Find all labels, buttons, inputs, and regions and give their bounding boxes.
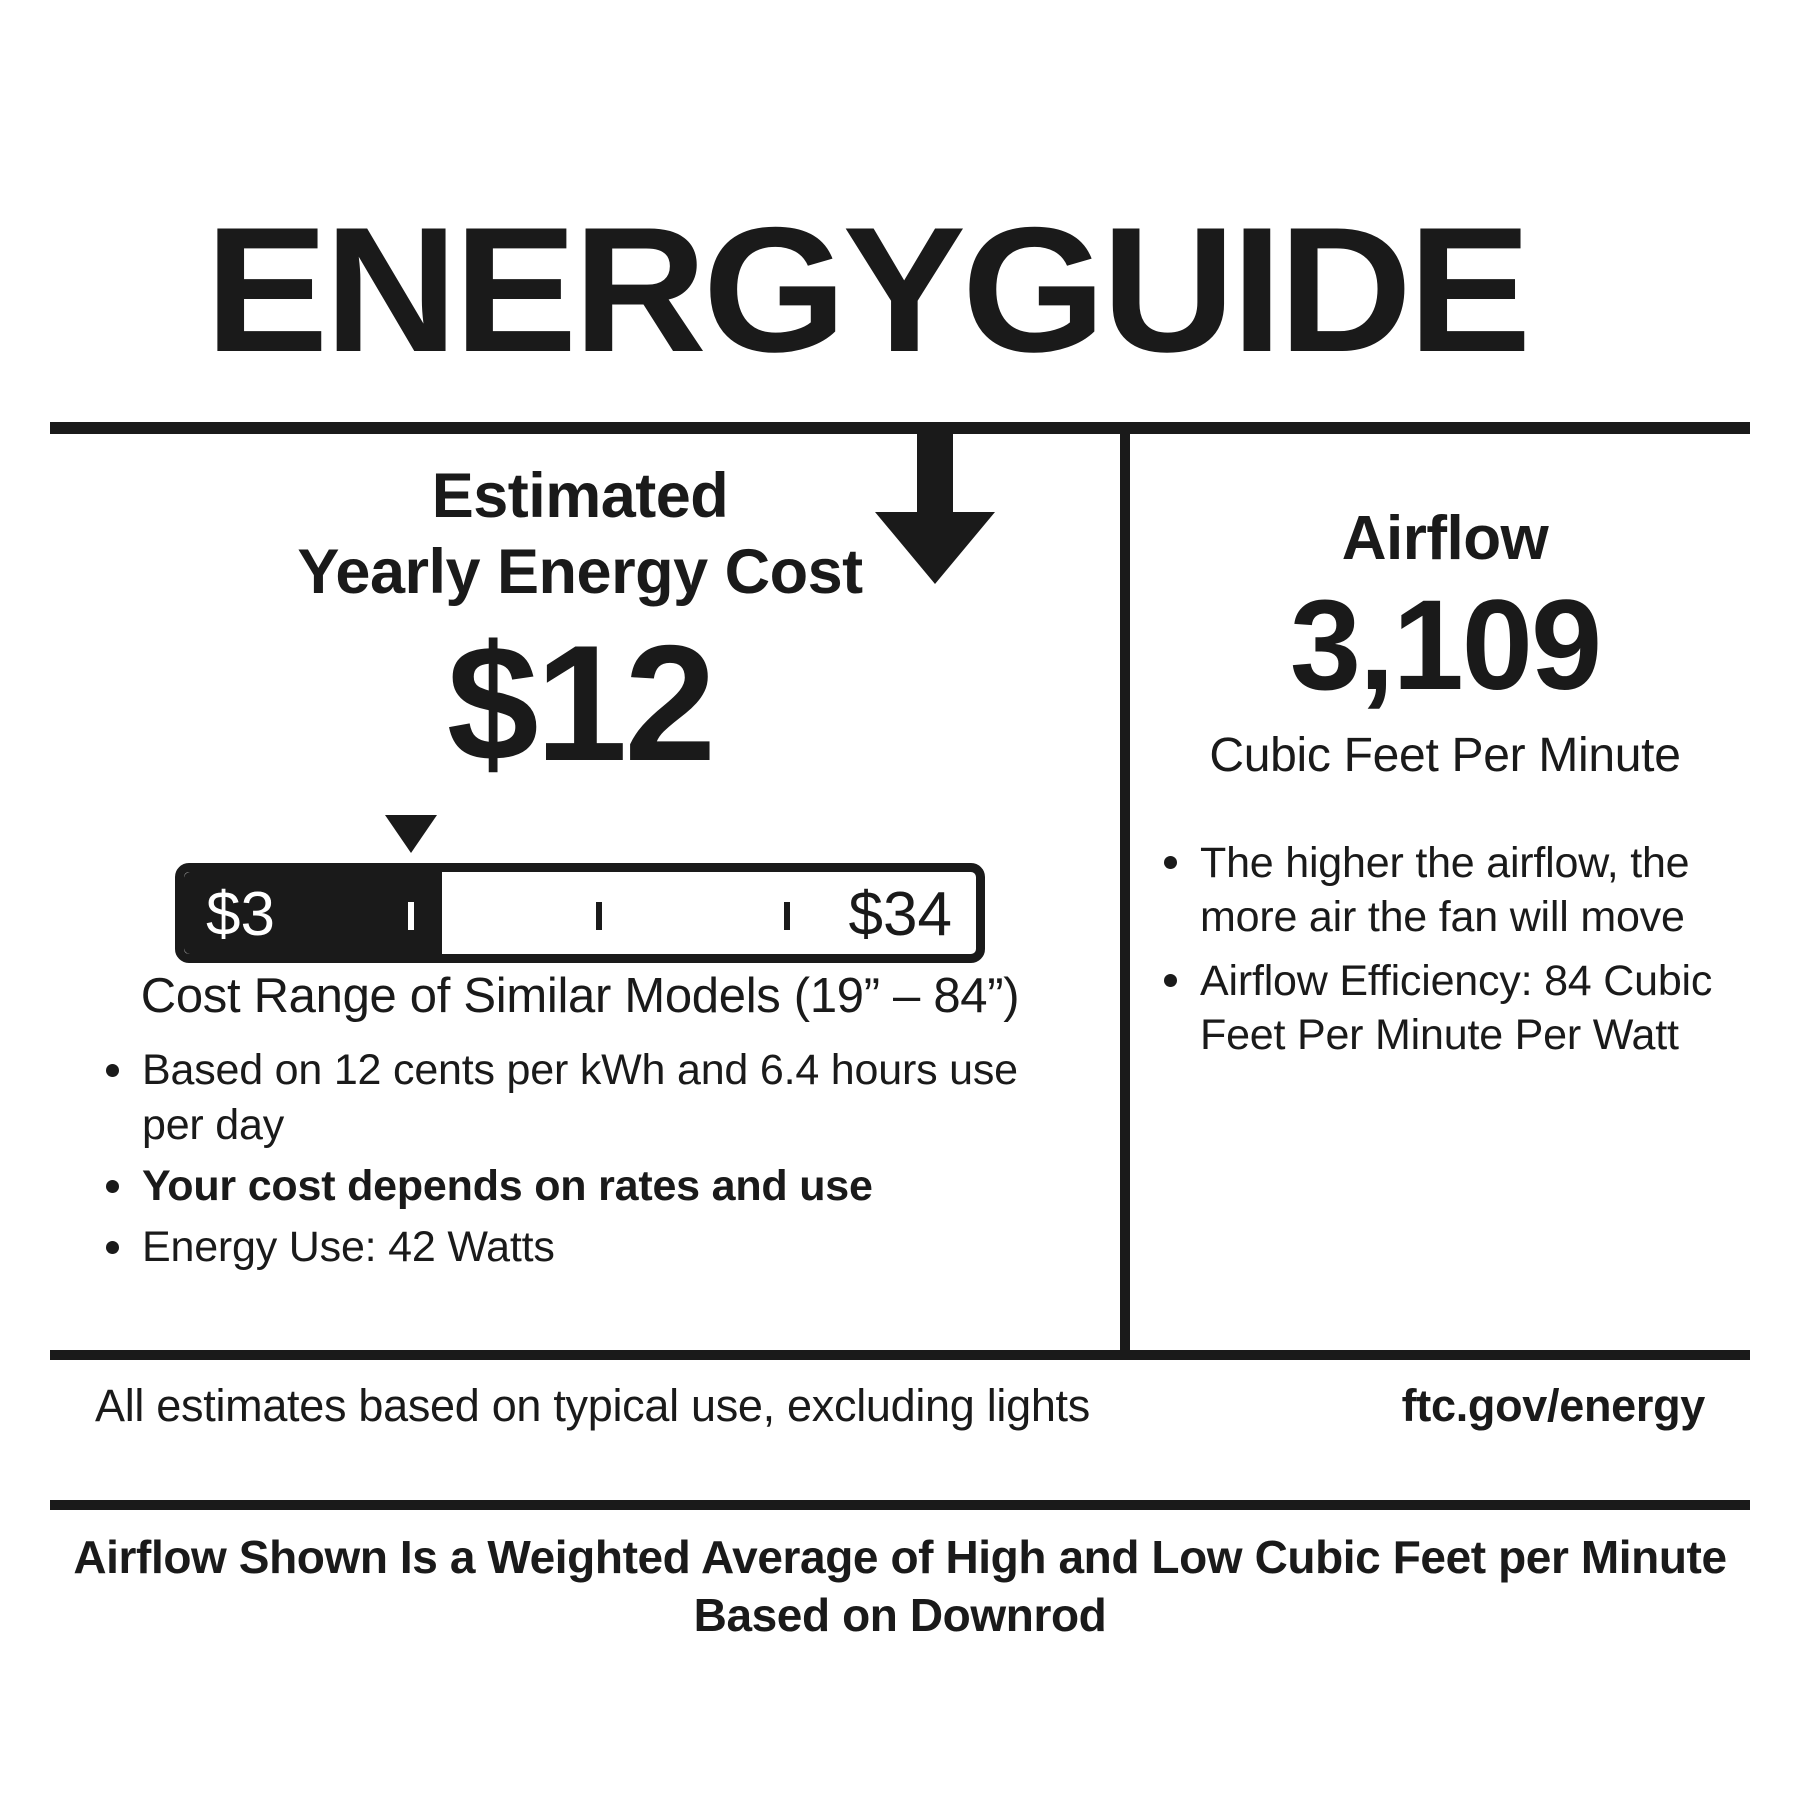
- bullet-dot-icon: [106, 1241, 119, 1254]
- list-item: [1200, 836, 1740, 944]
- left-bullet-text: Energy Use: 42 Watts: [142, 1223, 555, 1271]
- airflow-heading: Airflow: [1341, 504, 1549, 573]
- page-title: ENERGYGUIDE: [205, 190, 1528, 389]
- left-bullet-text: Your cost depends on rates and use: [142, 1162, 873, 1210]
- cost-range-marker-icon: [385, 815, 437, 853]
- estimated-cost-value: $12: [446, 611, 714, 795]
- left-bullet-text: Based on 12 cents per kWh and 6.4 hours use per day: [142, 1046, 1018, 1149]
- energyguide-label: [50, 190, 1750, 1641]
- right-bullet-text: The higher the airflow, the more air the fan will move: [1200, 839, 1690, 941]
- list-item: [1200, 954, 1740, 1062]
- estimated-cost-heading-line2: Yearly Energy Cost: [297, 537, 863, 607]
- divider-bottom: [50, 1500, 1750, 1510]
- airflow-value: 3,109: [1289, 574, 1601, 717]
- estimated-cost-panel: [50, 440, 1110, 1281]
- footer-note: All estimates based on typical use, excluding lights: [95, 1380, 1090, 1431]
- cost-range-high-value: $34: [848, 880, 952, 949]
- ftc-url: ftc.gov/energy: [1401, 1380, 1705, 1431]
- right-bullet-text: Airflow Efficiency: 84 Cubic Feet Per Minute Per Watt: [1200, 957, 1713, 1059]
- cost-range-caption: Cost Range of Similar Models (19” – 84”): [140, 969, 1020, 1023]
- cost-range-scale: [165, 815, 995, 965]
- cost-range-tick-2: [596, 902, 602, 930]
- bullet-dot-icon: [1164, 856, 1177, 869]
- list-item: [142, 1159, 1070, 1214]
- label-title-row: [50, 190, 1750, 405]
- cost-range-bar: [175, 863, 985, 963]
- divider-top: [50, 422, 1750, 434]
- left-bullet-list: [50, 1043, 1110, 1275]
- cost-range-tick-1: [408, 902, 414, 930]
- right-bullet-list: [1140, 836, 1750, 1062]
- cost-range-tick-3: [784, 902, 790, 930]
- list-item: [142, 1220, 1070, 1275]
- bullet-dot-icon: [106, 1064, 119, 1077]
- airflow-units: Cubic Feet Per Minute: [1209, 729, 1681, 782]
- bullet-dot-icon: [106, 1180, 119, 1193]
- estimated-cost-heading-line1: Estimated: [431, 461, 729, 531]
- airflow-panel: [1140, 440, 1750, 1072]
- cost-range-low-value: $3: [206, 880, 275, 949]
- bullet-dot-icon: [1164, 974, 1177, 987]
- divider-vertical: [1120, 434, 1130, 1350]
- divider-mid: [50, 1350, 1750, 1360]
- list-item: [142, 1043, 1070, 1153]
- bottom-disclaimer: Airflow Shown Is a Weighted Average of High and Low Cubic Feet per Minute Based on Downrod: [73, 1531, 1727, 1641]
